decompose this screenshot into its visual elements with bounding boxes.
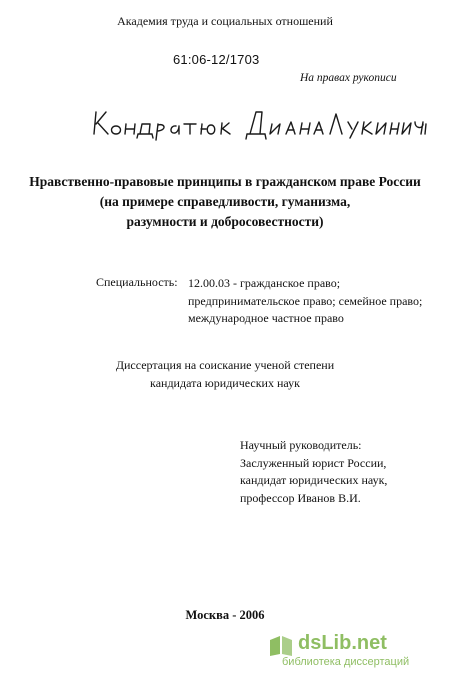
scientific-advisor: [240, 437, 387, 507]
city-year: Москва - 2006: [185, 608, 265, 622]
specialty-line: предпринимательское право; семейное право;: [188, 293, 423, 308]
advisor-line: кандидат юридических наук,: [240, 473, 388, 487]
advisor-line: Научный руководитель:: [240, 438, 362, 452]
rights-note: На правах рукописи: [300, 72, 397, 84]
title-line: разумности и добросовестности): [126, 214, 324, 229]
specialty-values: [188, 275, 422, 328]
catalog-code: 61:06-12/1703: [173, 52, 260, 67]
book-stack-icon: [268, 634, 296, 658]
dissertation-title: [0, 172, 450, 232]
title-line: Нравственно-правовые принципы в гражданском праве России: [29, 174, 421, 189]
institution-name: Академия труда и социальных отношений: [117, 14, 333, 28]
specialty-line: 12.00.03 - гражданское право;: [188, 276, 341, 290]
advisor-line: Заслуженный юрист России,: [240, 455, 387, 470]
degree-line: кандидата юридических наук: [150, 375, 300, 390]
advisor-line: профессор Иванов В.И.: [240, 490, 361, 505]
specialty-line: международное частное право: [188, 311, 344, 325]
watermark-name: dsLib.net: [298, 632, 387, 654]
degree-line: Диссертация на соискание ученой степени: [115, 358, 335, 372]
dslib-watermark: [268, 632, 444, 674]
degree-statement: [0, 357, 450, 392]
watermark-subtitle: библиотека диссертаций: [282, 656, 410, 668]
handwritten-author-name: [90, 102, 430, 142]
title-line: (на примере справедливости, гуманизма,: [99, 194, 351, 209]
specialty-label: Специальность:: [96, 275, 178, 289]
